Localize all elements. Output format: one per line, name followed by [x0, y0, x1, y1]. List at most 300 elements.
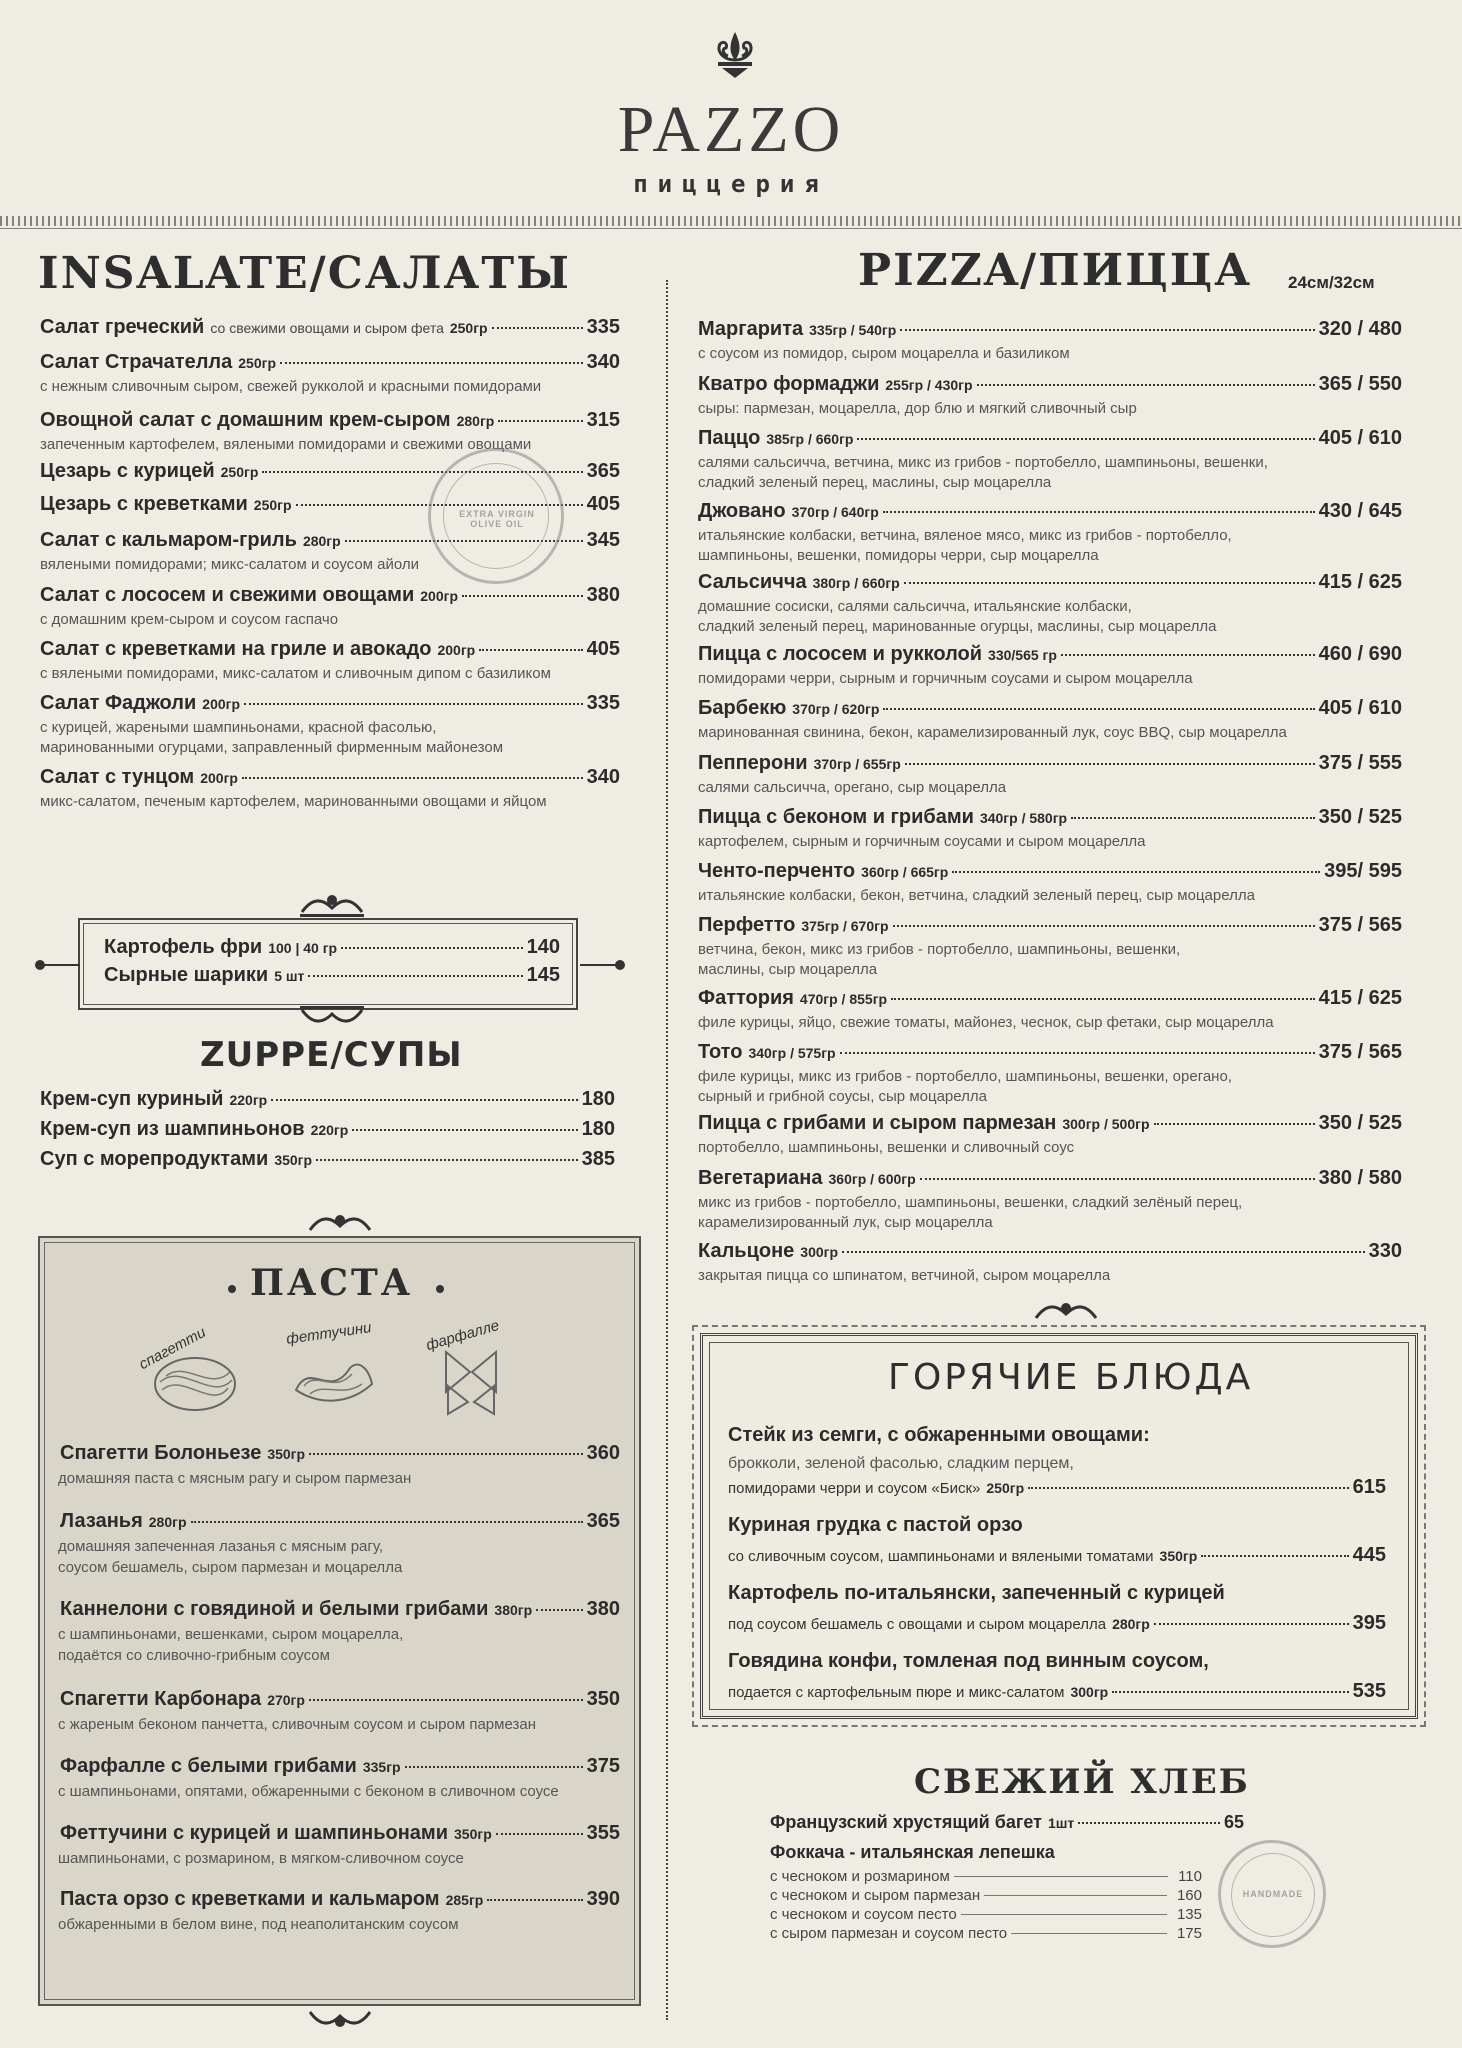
- dot-leader: [954, 1876, 1168, 1877]
- pizza-description: итальянские колбаски, ветчина, вяленое мясо, микс из грибов - портобелло,: [698, 527, 1232, 544]
- dot-leader: [842, 1251, 1365, 1253]
- pizza-name: Паццо: [698, 427, 761, 449]
- item-inline-desc: со свежими овощами и сыром фета: [210, 320, 444, 336]
- dot-leader: [271, 1099, 577, 1101]
- pasta-bottom-ornament: [300, 2004, 380, 2030]
- pasta-weight: 270гр: [267, 1692, 305, 1708]
- dot-leader: [1061, 654, 1315, 656]
- pizza-price: 405 / 610: [1318, 697, 1402, 719]
- pizza-item: [698, 1240, 1402, 1263]
- item-weight: 200гр: [420, 588, 459, 604]
- pizza-weight: 335гр / 540гр: [809, 322, 897, 338]
- pizza-weight: 375гр / 670гр: [801, 918, 889, 934]
- item-price: 380: [586, 584, 620, 606]
- pizza-item: [698, 1041, 1402, 1064]
- soup-name: Крем-суп из шампиньонов: [40, 1118, 305, 1140]
- salads-title: INSALATE/САЛАТЫ: [38, 248, 571, 299]
- item-description: с нежным сливочным сыром, свежей рукколой и красными помидорами: [40, 378, 542, 395]
- focaccia-title: [770, 1842, 1240, 1863]
- pasta-name: Спагетти Болоньезе: [60, 1442, 262, 1464]
- pizza-price: 380 / 580: [1318, 1167, 1402, 1189]
- hot-price: 615: [1352, 1476, 1386, 1498]
- pizza-name: Пепперони: [698, 752, 808, 774]
- soup-weight: 350гр: [274, 1152, 313, 1168]
- pasta-type-spaghetti: спагетти: [136, 1323, 209, 1374]
- dot-leader: [309, 1453, 583, 1455]
- dot-leader: [883, 708, 1314, 710]
- item-price: 405: [586, 493, 620, 515]
- item-name: Цезарь с курицей: [40, 460, 215, 482]
- pasta-price: 375: [586, 1755, 620, 1777]
- soup-weight: 220гр: [310, 1122, 349, 1138]
- pizza-item: [698, 318, 1402, 341]
- soup-price: 180: [581, 1088, 615, 1110]
- pizza-price: 460 / 690: [1318, 643, 1402, 665]
- pizza-price: 350 / 525: [1318, 806, 1402, 828]
- pasta-description: обжаренными в белом вине, под неаполитанским соусом: [58, 1916, 459, 1933]
- hot-item-name: [728, 1424, 1150, 1447]
- pizza-name: Пицца с грибами и сыром пармезан: [698, 1112, 1057, 1134]
- pasta-price: 390: [586, 1888, 620, 1910]
- soup-price: 180: [581, 1118, 615, 1140]
- hot-description: подается с картофельным пюре и микс-салатом: [728, 1684, 1065, 1701]
- pizza-name: Кальцоне: [698, 1240, 795, 1262]
- pasta-item: [60, 1822, 620, 1845]
- dot-leader: [308, 975, 522, 977]
- pizza-description: сыры: пармезан, моцарелла, дор блю и мягкий сливочный сыр: [698, 400, 1137, 417]
- dot-leader: [191, 1521, 583, 1523]
- pizza-name: Кватро формаджи: [698, 373, 880, 395]
- pasta-title: ПАСТА: [250, 1262, 414, 1304]
- pizza-description: портобелло, шампиньоны, вешенки и сливочный соус: [698, 1139, 1075, 1156]
- side-weight: 5 шт: [274, 968, 305, 984]
- pasta-name: Каннелони с говядиной и белыми грибами: [60, 1598, 489, 1620]
- pasta-top-ornament: [300, 1212, 380, 1238]
- dot-leader: [904, 582, 1315, 584]
- pizza-description: сладкий зеленый перец, маринованные огурцы, маслины, сыр моцарелла: [698, 618, 1217, 635]
- item-description: с домашним крем-сыром и соусом гаспачо: [40, 611, 339, 628]
- pasta-price: 355: [586, 1822, 620, 1844]
- dot-leader: [1112, 1691, 1348, 1693]
- pizza-description: закрытая пицца со шпинатом, ветчиной, сыром моцарелла: [698, 1267, 1111, 1284]
- pizza-price: 320 / 480: [1318, 318, 1402, 340]
- soup-name: Суп с морепродуктами: [40, 1148, 269, 1170]
- brand-logo: PAZZO: [617, 93, 845, 166]
- hot-item: [728, 1680, 1386, 1703]
- handmade-stamp: HANDMADE: [1218, 1840, 1326, 1948]
- item-weight: 250гр: [220, 464, 259, 480]
- pizza-description: салями сальсичча, орегано, сыр моцарелла: [698, 779, 1007, 796]
- pizza-description: карамелизированный лук, сыр моцарелла: [698, 1214, 993, 1231]
- dot-leader: [952, 871, 1320, 873]
- item-price: 340: [586, 766, 620, 788]
- hot-item: [728, 1612, 1386, 1635]
- pizza-description: шампиньоны, вешенки, помидоры черри, сыр моцарелла: [698, 547, 1099, 564]
- pasta-weight: 350гр: [267, 1446, 306, 1462]
- pasta-weight: 350гр: [454, 1826, 492, 1842]
- item-description: вялеными помидорами; микс-салатом и соусом айоли: [40, 556, 420, 573]
- pizza-item: [698, 697, 1402, 720]
- pizza-price: 330: [1368, 1240, 1402, 1262]
- column-divider: [666, 280, 668, 2020]
- pasta-price: 350: [586, 1688, 620, 1710]
- side-price: 140: [526, 936, 560, 958]
- bread-weight: 1шт: [1047, 1815, 1075, 1831]
- side-item: [104, 936, 560, 959]
- hot-item-name: [728, 1650, 1209, 1673]
- pizza-weight: 255гр / 430гр: [885, 377, 973, 393]
- hot-weight: 350гр: [1159, 1548, 1198, 1564]
- item-description: с вялеными помидорами, микс-салатом и сливочным дипом с базиликом: [40, 665, 551, 682]
- pizza-description: маринованная свинина, бекон, карамелизированный лук, соус BBQ, сыр моцарелла: [698, 724, 1287, 741]
- side-name: Сырные шарики: [104, 964, 269, 986]
- soup-weight: 220гр: [229, 1092, 268, 1108]
- pizza-price: 415 / 625: [1318, 987, 1402, 1009]
- pasta-weight: 380гр: [494, 1602, 533, 1618]
- dot-leader: [984, 1895, 1167, 1896]
- hot-description: со сливочным соусом, шампиньонами и вялеными томатами: [728, 1548, 1154, 1565]
- soup-item: [40, 1088, 615, 1111]
- pizza-name: Пицца с беконом и грибами: [698, 806, 974, 828]
- salad-item: [40, 316, 620, 339]
- side-weight: 100 | 40 гр: [268, 940, 338, 956]
- dot-leader: [352, 1129, 577, 1131]
- pasta-description: с шампиньонами, опятами, обжаренными с беконом в сливочном соусе: [58, 1783, 559, 1800]
- pizza-name: Ченто-перченто: [698, 860, 856, 882]
- item-description: микс-салатом, печеным картофелем, маринованными овощами и яйцом: [40, 793, 547, 810]
- pizza-name: Джовано: [698, 500, 786, 522]
- pasta-description: домашняя запеченная лазанья с мясным рагу,: [58, 1538, 384, 1555]
- dot-leader: [405, 1766, 583, 1768]
- pizza-price: 395/ 595: [1324, 860, 1402, 882]
- pizza-description: ветчина, бекон, микс из грибов - портобелло, шампиньоны, вешенки,: [698, 941, 1181, 958]
- focaccia-item: [770, 1887, 1202, 1904]
- dot-leader: [1154, 1623, 1349, 1625]
- pizza-weight: 300гр: [800, 1244, 839, 1260]
- focaccia-price: 110: [1178, 1868, 1202, 1885]
- pasta-type-farfalle: фарфалле: [424, 1316, 502, 1355]
- dot-leader: [498, 420, 582, 422]
- pizza-weight: 470гр / 855гр: [799, 991, 888, 1007]
- pasta-weight: 285гр: [445, 1892, 484, 1908]
- salad-item: [40, 692, 620, 715]
- dot-leader: [280, 362, 583, 364]
- pizza-title: PIZZA/ПИЦЦА: [858, 245, 1253, 296]
- hot-name: Картофель по-итальянски, запеченный с курицей: [728, 1582, 1225, 1604]
- dot-leader: [479, 649, 582, 651]
- dot-leader: [891, 998, 1315, 1000]
- dot-leader: [244, 703, 583, 705]
- pasta-description: шампиньонами, с розмарином, в мягком-сливочном соусе: [58, 1850, 464, 1867]
- olive-oil-stamp: EXTRA VIRGIN OLIVE OIL: [428, 448, 564, 584]
- item-price: 345: [586, 529, 620, 551]
- side-price: 145: [526, 964, 560, 986]
- pasta-weight: 335гр: [362, 1759, 401, 1775]
- pizza-item: [698, 1112, 1402, 1135]
- hot-weight: 300гр: [1070, 1684, 1109, 1700]
- pasta-description: соусом бешамель, сыром пармезан и моцарелла: [58, 1559, 403, 1576]
- pizza-price: 365 / 550: [1318, 373, 1402, 395]
- pizza-description: салями сальсичча, ветчина, микс из грибов - портобелло, шампиньоны, вешенки,: [698, 454, 1268, 471]
- hot-item: [728, 1476, 1386, 1499]
- item-price: 335: [586, 692, 620, 714]
- pizza-description: сладкий зеленый перец, маслины, сыр моцарелла: [698, 474, 1052, 491]
- pizza-name: Перфетто: [698, 914, 796, 936]
- pizza-weight: 370гр / 620гр: [792, 701, 880, 717]
- item-name: Салат с лососем и свежими овощами: [40, 584, 415, 606]
- pizza-weight: 330/565 гр: [988, 647, 1057, 663]
- item-description: с курицей, жареными шампиньонами, красной фасолью,: [40, 719, 437, 736]
- pizza-description: сырный и грибной соусы, сыр моцарелла: [698, 1088, 987, 1105]
- item-name: Салат Фаджоли: [40, 692, 197, 714]
- hot-top-ornament: [1026, 1300, 1106, 1326]
- pizza-name: Барбекю: [698, 697, 787, 719]
- pizza-item: [698, 571, 1402, 594]
- dot-leader: [1201, 1555, 1348, 1557]
- pizza-description: филе курицы, микс из грибов - портобелло, шампиньоны, вешенки, орегано,: [698, 1068, 1232, 1085]
- dot-leader: [840, 1052, 1315, 1054]
- soup-name: Крем-суп куриный: [40, 1088, 224, 1110]
- item-name: Салат с креветками на гриле и авокадо: [40, 638, 432, 660]
- item-name: Цезарь с креветками: [40, 493, 248, 515]
- sides-right-ornament: [580, 958, 626, 972]
- pasta-name: Спагетти Карбонара: [60, 1688, 262, 1710]
- pizza-price: 350 / 525: [1318, 1112, 1402, 1134]
- item-name: Салат Страчателла: [40, 351, 233, 373]
- dot-leader: [905, 763, 1315, 765]
- pizza-weight: 360гр / 600гр: [828, 1171, 916, 1187]
- hot-price: 395: [1352, 1612, 1386, 1634]
- hot-name: Стейк из семги, с обжаренными овощами:: [728, 1424, 1150, 1446]
- dot-leader: [487, 1899, 582, 1901]
- item-weight: 280гр: [302, 533, 341, 549]
- item-description: запеченным картофелем, вялеными помидорами и свежими овощами: [40, 436, 532, 453]
- item-weight: 280гр: [456, 413, 495, 429]
- pizza-weight: 340гр / 580гр: [979, 810, 1068, 826]
- salad-item: [40, 351, 620, 374]
- hot-item-name: [728, 1582, 1225, 1605]
- bread-title: СВЕЖИЙ ХЛЕБ: [914, 1762, 1250, 1802]
- fettuccine-illustration: [290, 1350, 376, 1408]
- pizza-description: с соусом из помидор, сыром моцарелла и базиликом: [698, 345, 1070, 362]
- dot-leader: [536, 1609, 582, 1611]
- pizza-weight: 380гр / 660гр: [812, 575, 900, 591]
- pizza-price: 375 / 555: [1318, 752, 1402, 774]
- hot-weight: 250гр: [986, 1480, 1025, 1496]
- header-band: [0, 216, 1462, 226]
- item-weight: 250гр: [238, 355, 277, 371]
- pizza-item: [698, 427, 1402, 450]
- pasta-description: домашняя паста с мясным рагу и сыром пармезан: [58, 1470, 412, 1487]
- soup-price: 385: [581, 1148, 615, 1170]
- pizza-price: 415 / 625: [1318, 571, 1402, 593]
- pizza-item: [698, 643, 1402, 666]
- bread-item: [770, 1812, 1244, 1833]
- hot-weight: 280гр: [1112, 1616, 1150, 1632]
- pasta-item: [60, 1688, 620, 1711]
- dot-leader: [900, 329, 1314, 331]
- item-weight: 250гр: [253, 497, 292, 513]
- dot-leader: [462, 595, 583, 597]
- bread-price: 65: [1223, 1812, 1244, 1832]
- hot-name: Говядина конфи, томленая под винным соусом,: [728, 1650, 1209, 1672]
- item-weight: 200гр: [200, 770, 238, 786]
- hot-price: 535: [1352, 1680, 1386, 1702]
- item-price: 340: [586, 351, 620, 373]
- focaccia-variant: с сыром пармезан и соусом песто: [770, 1925, 1008, 1942]
- pasta-title-dot-left: [228, 1285, 236, 1293]
- pizza-weight: 300гр / 500гр: [1062, 1116, 1150, 1132]
- pizza-name: Вегетариана: [698, 1167, 823, 1189]
- side-item: [104, 964, 560, 987]
- hot-name: Куриная грудка с пастой орзо: [728, 1514, 1023, 1536]
- item-name: Салат с кальмаром-гриль: [40, 529, 297, 551]
- pizza-price: 375 / 565: [1318, 1041, 1402, 1063]
- pizza-description: домашние сосиски, салями сальсичча, итальянские колбаски,: [698, 598, 1132, 615]
- bread-name: Французский хрустящий багет: [770, 1812, 1042, 1832]
- pasta-type-fettuccine: феттучини: [285, 1319, 373, 1348]
- dot-leader: [920, 1178, 1315, 1180]
- dot-leader: [1011, 1933, 1167, 1934]
- pizza-price: 405 / 610: [1318, 427, 1402, 449]
- focaccia-variant: с чесноком и сыром пармезан: [770, 1887, 981, 1904]
- pasta-name: Лазанья: [60, 1510, 143, 1532]
- farfalle-illustration: [438, 1342, 504, 1416]
- pizza-description: итальянские колбаски, бекон, ветчина, сладкий зеленый перец, сыр моцарелла: [698, 887, 1255, 904]
- focaccia-price: 175: [1176, 1925, 1202, 1942]
- pizza-price: 430 / 645: [1318, 500, 1402, 522]
- dot-leader: [316, 1159, 578, 1161]
- pizza-name: Фаттория: [698, 987, 794, 1009]
- focaccia-variant: с чесноком и соусом песто: [770, 1906, 957, 1923]
- dot-leader: [492, 327, 583, 329]
- pizza-name: Пицца с лососем и рукколой: [698, 643, 983, 665]
- focaccia-name: Фоккача - итальянская лепешка: [770, 1842, 1055, 1862]
- pizza-item: [698, 1167, 1402, 1190]
- pizza-item: [698, 373, 1402, 396]
- pasta-price: 365: [586, 1510, 620, 1532]
- hot-price: 445: [1352, 1544, 1386, 1566]
- pizza-name: Сальсичча: [698, 571, 807, 593]
- pasta-title-dot-right: [436, 1285, 444, 1293]
- fleur-de-lis-ornament: [700, 30, 770, 80]
- dot-leader: [1154, 1123, 1315, 1125]
- dot-leader: [242, 777, 583, 779]
- dot-leader: [341, 947, 523, 949]
- dot-leader: [1078, 1822, 1220, 1824]
- item-weight: 200гр: [202, 696, 241, 712]
- soup-item: [40, 1118, 615, 1141]
- salad-item: [40, 766, 620, 789]
- dot-leader: [857, 438, 1314, 440]
- pasta-price: 360: [586, 1442, 620, 1464]
- dot-leader: [496, 1833, 583, 1835]
- pizza-description: маслины, сыр моцарелла: [698, 961, 878, 978]
- pasta-description: подаётся со сливочно-грибным соусом: [58, 1647, 330, 1664]
- pasta-name: Паста орзо с креветками и кальмаром: [60, 1888, 440, 1910]
- pizza-weight: 385гр / 660гр: [766, 431, 854, 447]
- pizza-weight: 370гр / 640гр: [791, 504, 879, 520]
- hot-item-name: [728, 1514, 1023, 1537]
- dot-leader: [977, 384, 1315, 386]
- item-price: 365: [586, 460, 620, 482]
- pizza-weight: 340гр / 575гр: [748, 1045, 836, 1061]
- pizza-description: картофелем, сырным и горчичным соусами и сыром моцарелла: [698, 833, 1146, 850]
- soups-title: ZUPPE/СУПЫ: [200, 1035, 463, 1075]
- pizza-weight: 360гр / 665гр: [861, 864, 949, 880]
- pasta-description: с жареным беконом панчетта, сливочным соусом и сыром пармезан: [58, 1716, 536, 1733]
- hot-description: под соусом бешамель с овощами и сыром моцарелла: [728, 1616, 1107, 1633]
- pizza-item: [698, 914, 1402, 937]
- pizza-name: Маргарита: [698, 318, 804, 340]
- pizza-item: [698, 860, 1402, 883]
- hot-description: помидорами черри и соусом «Биск»: [728, 1480, 981, 1497]
- hot-item: [728, 1544, 1386, 1567]
- item-name: Овощной салат с домашним крем-сыром: [40, 409, 451, 431]
- pizza-size-note: 24см/32см: [1288, 273, 1375, 292]
- item-name: Салат с тунцом: [40, 766, 195, 788]
- pizza-description: помидорами черри, сырным и горчичным соусами и сыром моцарелла: [698, 670, 1193, 687]
- pizza-price: 375 / 565: [1318, 914, 1402, 936]
- hot-description: брокколи, зеленой фасолью, сладким перцем,: [728, 1455, 1074, 1472]
- item-weight: 200гр: [437, 642, 476, 658]
- spaghetti-illustration: [152, 1352, 238, 1414]
- focaccia-variant: с чесноком и розмарином: [770, 1868, 950, 1885]
- pasta-name: Фарфалле с белыми грибами: [60, 1755, 357, 1777]
- pizza-weight: 370гр / 655гр: [813, 756, 901, 772]
- soup-item: [40, 1148, 615, 1171]
- sides-left-ornament: [34, 958, 80, 972]
- focaccia-price: 135: [1176, 1906, 1202, 1923]
- brand-subtitle: пиццерия: [633, 170, 829, 198]
- dot-leader: [893, 925, 1315, 927]
- focaccia-item: [770, 1868, 1202, 1885]
- item-price: 335: [586, 316, 620, 338]
- pasta-name: Феттучини с курицей и шампиньонами: [60, 1822, 449, 1844]
- side-name: Картофель фри: [104, 936, 263, 958]
- pasta-item: [60, 1510, 620, 1533]
- sides-top-ornament: [292, 890, 372, 920]
- pasta-weight: 280гр: [148, 1514, 187, 1530]
- pasta-item: [60, 1755, 620, 1778]
- hot-title: ГОРЯЧИЕ БЛЮДА: [888, 1357, 1254, 1398]
- pizza-item: [698, 500, 1402, 523]
- item-price: 315: [586, 409, 620, 431]
- salad-item: [40, 638, 620, 661]
- item-name: Салат греческий: [40, 316, 205, 338]
- dot-leader: [309, 1699, 583, 1701]
- item-description: маринованными огурцами, заправленный фирменным майонезом: [40, 739, 504, 756]
- pizza-name: Тото: [698, 1041, 743, 1063]
- pizza-description: филе курицы, яйцо, свежие томаты, майонез, чеснок, сыр фетаки, сыр моцарелла: [698, 1014, 1274, 1031]
- pasta-item: [60, 1598, 620, 1621]
- pizza-description: микс из грибов - портобелло, шампиньоны, вешенки, сладкий зелёный перец,: [698, 1194, 1243, 1211]
- pizza-item: [698, 806, 1402, 829]
- pizza-item: [698, 752, 1402, 775]
- focaccia-price: 160: [1176, 1887, 1202, 1904]
- item-weight: 250гр: [449, 320, 488, 336]
- dot-leader: [1071, 817, 1314, 819]
- focaccia-item: [770, 1925, 1202, 1942]
- sides-bottom-ornament: [292, 1002, 372, 1032]
- focaccia-item: [770, 1906, 1202, 1923]
- dot-leader: [883, 511, 1315, 513]
- pasta-price: 380: [586, 1598, 620, 1620]
- dot-leader: [961, 1914, 1167, 1915]
- pasta-item: [60, 1888, 620, 1911]
- pasta-item: [60, 1442, 620, 1465]
- salad-item: [40, 409, 620, 432]
